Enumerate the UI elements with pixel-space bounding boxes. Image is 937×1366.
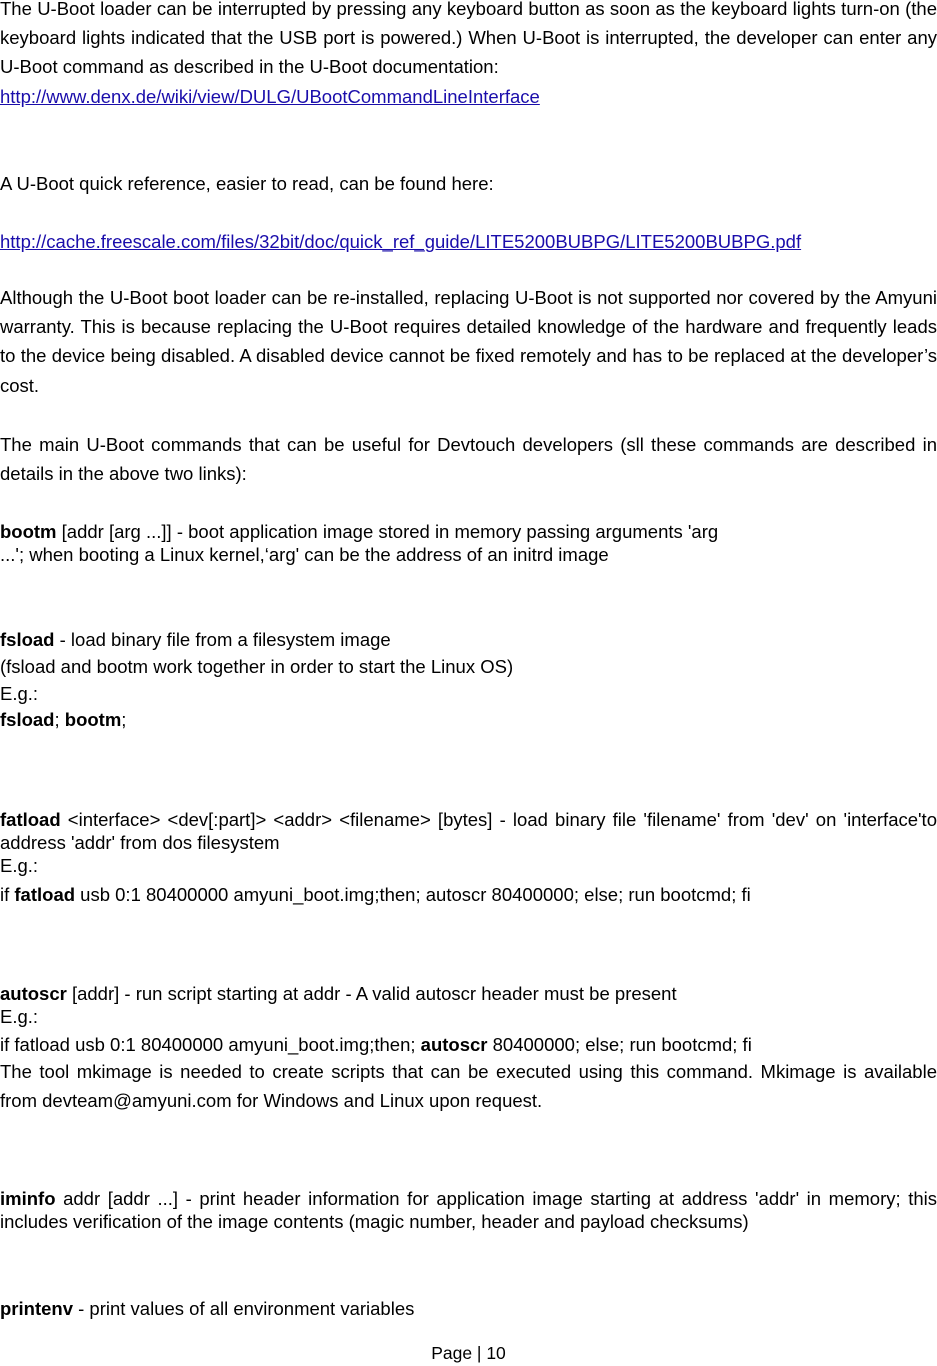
autoscr-example-cmd: autoscr xyxy=(420,1034,488,1056)
printenv-command: printenv xyxy=(0,1298,73,1319)
bootm-desc-line2: ...'; when booting a Linux kernel,‘arg' can be the address of an initrd image xyxy=(0,544,609,566)
bootm-entry xyxy=(0,520,937,566)
fatload-command: fatload xyxy=(0,809,61,830)
fsload-example-end: ; xyxy=(121,709,127,731)
denx-link[interactable]: http://www.denx.de/wiki/view/DULG/UBootCommandLineInterface xyxy=(0,85,540,107)
autoscr-example xyxy=(0,1032,937,1058)
quickref-text: A U-Boot quick reference, easier to read, can be found here: xyxy=(0,173,494,194)
autoscr-line xyxy=(0,982,937,1005)
fatload-entry xyxy=(0,808,937,909)
fatload-eg: E.g.: xyxy=(0,855,39,877)
warranty-paragraph: Although the U-Boot boot loader can be re-installed, replacing U-Boot is not supported nor covered by the Amyuni warranty. This is because replacing the U-Boot requires detailed knowledge of the hardware and frequently leads to the device being disabled. A disabled device cannot be fixed remotely and has to be replaced at the developer’s cost. xyxy=(0,287,937,396)
fsload-example xyxy=(0,707,937,734)
autoscr-eg: E.g.: xyxy=(0,1006,39,1028)
fsload-line xyxy=(0,627,937,654)
fsload-note: (fsload and bootm work together in order to start the Linux OS) xyxy=(0,655,514,677)
fsload-command: fsload xyxy=(0,629,55,650)
fatload-example-pre: if xyxy=(0,884,15,906)
fatload-line xyxy=(0,808,937,854)
page-number: Page | 10 xyxy=(431,1343,506,1363)
autoscr-example-pre: if fatload usb 0:1 80400000 amyuni_boot.img;then; xyxy=(0,1034,421,1056)
autoscr-entry xyxy=(0,982,937,1115)
autoscr-desc: [addr] - run script starting at addr - A valid autoscr header must be present xyxy=(66,983,677,1004)
fatload-example-post: usb 0:1 80400000 amyuni_boot.img;then; autoscr 80400000; else; run bootcmd; fi xyxy=(75,884,751,906)
fsload-desc: - load binary file from a filesystem image xyxy=(54,629,391,650)
fsload-example-cmd2: bootm xyxy=(64,709,122,731)
fsload-example-cmd1: fsload xyxy=(0,709,55,731)
mkimage-note: The tool mkimage is needed to create scripts that can be executed using this command. Mkimage is available from devteam@amyuni.com for Windows and Linux upon request. xyxy=(0,1061,937,1111)
fatload-example xyxy=(0,881,937,909)
printenv-desc: - print values of all environment variables xyxy=(72,1298,415,1319)
commands-intro: The main U-Boot commands that can be useful for Devtouch developers (sll these commands are described in details in the above two links): xyxy=(0,434,937,484)
intro-text: The U-Boot loader can be interrupted by pressing any keyboard button as soon as the keyboard lights turn-on (the keyboard lights indicated that the USB port is powered.) When U-Boot is interrupted, the developer can enter any U-Boot command as described in the U-Boot documentation: xyxy=(0,0,937,78)
bootm-command: bootm xyxy=(0,521,57,542)
iminfo-desc: addr [addr ...] - print header information for application image starting at address 'addr' in memory; this includes verification of the image contents (magic number, header and payload checksums) xyxy=(0,1188,937,1233)
fsload-eg: E.g.: xyxy=(0,682,39,704)
fsload-example-sep: ; xyxy=(54,709,65,731)
fatload-desc: <interface> <dev[:part]> <addr> <filename> [bytes] - load binary file 'filename' from 'dev' on 'interface'to address 'addr' from dos filesystem xyxy=(0,809,937,854)
quickref-paragraph xyxy=(0,228,937,256)
printenv-entry xyxy=(0,1295,937,1323)
bootm-desc-line1: [addr [arg ...]] - boot application image stored in memory passing arguments 'arg xyxy=(56,521,719,542)
iminfo-command: iminfo xyxy=(0,1188,56,1209)
freescale-link[interactable]: http://cache.freescale.com/files/32bit/doc/quick_ref_guide/LITE5200BUBPG/LITE5200BUBPG.pdf xyxy=(0,231,802,252)
fatload-example-cmd: fatload xyxy=(14,884,76,906)
iminfo-entry xyxy=(0,1187,937,1233)
autoscr-example-post: 80400000; else; run bootcmd; fi xyxy=(487,1034,752,1056)
autoscr-command: autoscr xyxy=(0,983,67,1004)
fsload-entry xyxy=(0,627,937,734)
intro-paragraph xyxy=(0,0,937,111)
